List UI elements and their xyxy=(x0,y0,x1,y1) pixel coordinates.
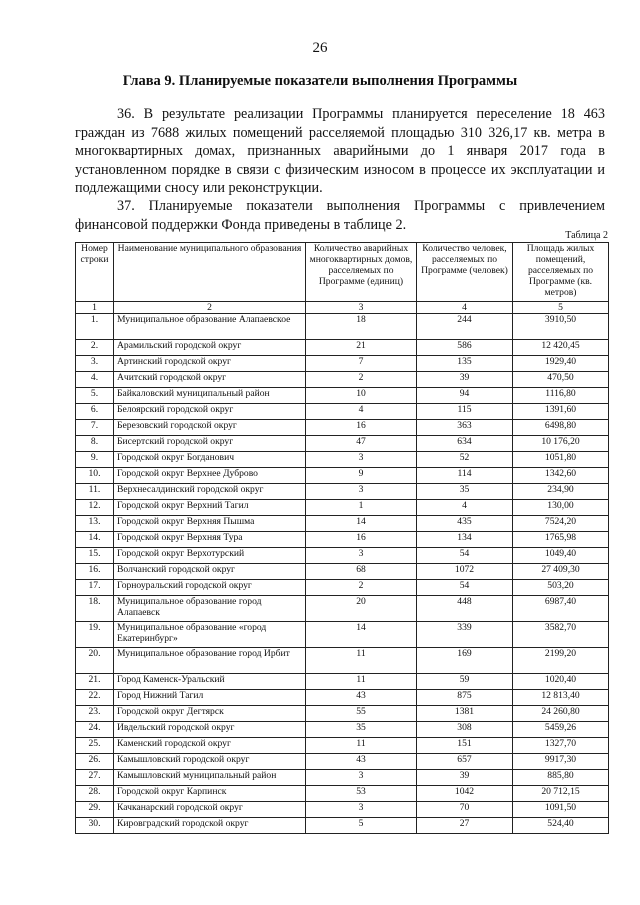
area-value: 12 813,40 xyxy=(513,690,609,706)
area-value: 470,50 xyxy=(513,372,609,388)
people-count: 244 xyxy=(417,314,513,340)
row-number: 8. xyxy=(76,436,114,452)
houses-count: 4 xyxy=(306,404,417,420)
table-row xyxy=(76,404,609,420)
area-value: 524,40 xyxy=(513,818,609,834)
area-value: 1091,50 xyxy=(513,802,609,818)
row-number: 23. xyxy=(76,706,114,722)
houses-count: 47 xyxy=(306,436,417,452)
table-row xyxy=(76,548,609,564)
paragraph-36: 36. В результате реализации Программы планируется переселение 18 463 граждан из 7688 жилых помещений расселяемой площадью 310 326,17 кв. метра в многоквартирных домах, признанных аварийными до 1 января 2017 года в установленном порядке в связи с физическим износом в процессе их эксплуатации и подлежащими сносу или реконструкции. xyxy=(75,106,605,196)
houses-count: 3 xyxy=(306,770,417,786)
area-value: 6987,40 xyxy=(513,596,609,622)
municipality-name: Муниципальное образование «город Екатеринбург» xyxy=(114,622,306,648)
table-row xyxy=(76,420,609,436)
houses-count: 43 xyxy=(306,690,417,706)
table-row xyxy=(76,564,609,580)
table-row xyxy=(76,388,609,404)
municipality-name: Каменский городской округ xyxy=(114,738,306,754)
table-row xyxy=(76,532,609,548)
table-header-row xyxy=(76,243,609,302)
municipality-name: Кировградский городской округ xyxy=(114,818,306,834)
municipality-name: Березовский городской округ xyxy=(114,420,306,436)
municipality-name: Качканарский городской округ xyxy=(114,802,306,818)
people-count: 54 xyxy=(417,580,513,596)
table-row xyxy=(76,516,609,532)
people-count: 27 xyxy=(417,818,513,834)
people-count: 363 xyxy=(417,420,513,436)
row-number: 28. xyxy=(76,786,114,802)
column-index: 4 xyxy=(417,302,513,314)
row-number: 1. xyxy=(76,314,114,340)
row-number: 13. xyxy=(76,516,114,532)
chapter-title: Глава 9. Планируемые показатели выполнения Программы xyxy=(122,73,518,89)
municipality-name: Городской округ Верхотурский xyxy=(114,548,306,564)
area-value: 1051,80 xyxy=(513,452,609,468)
municipality-name: Муниципальное образование город Ирбит xyxy=(114,648,306,674)
indicators-table xyxy=(75,242,609,834)
row-number: 26. xyxy=(76,754,114,770)
area-value: 1929,40 xyxy=(513,356,609,372)
people-count: 135 xyxy=(417,356,513,372)
people-count: 54 xyxy=(417,548,513,564)
area-value: 130,00 xyxy=(513,500,609,516)
row-number: 21. xyxy=(76,674,114,690)
municipality-name: Городской округ Карпинск xyxy=(114,786,306,802)
area-value: 12 420,45 xyxy=(513,340,609,356)
header-area: Площадь жилых помещений, расселяемых по Программе (кв. метров) xyxy=(513,243,609,302)
area-value: 1020,40 xyxy=(513,674,609,690)
table-row xyxy=(76,356,609,372)
area-value: 1116,80 xyxy=(513,388,609,404)
table-row xyxy=(76,738,609,754)
column-index: 1 xyxy=(76,302,114,314)
municipality-name: Городской округ Верхний Тагил xyxy=(114,500,306,516)
houses-count: 3 xyxy=(306,548,417,564)
people-count: 59 xyxy=(417,674,513,690)
people-count: 94 xyxy=(417,388,513,404)
people-count: 115 xyxy=(417,404,513,420)
row-number: 15. xyxy=(76,548,114,564)
people-count: 4 xyxy=(417,500,513,516)
table-row xyxy=(76,314,609,340)
table-row xyxy=(76,802,609,818)
area-value: 1765,98 xyxy=(513,532,609,548)
area-value: 503,20 xyxy=(513,580,609,596)
municipality-name: Бисертский городской округ xyxy=(114,436,306,452)
area-value: 2199,20 xyxy=(513,648,609,674)
area-value: 885,80 xyxy=(513,770,609,786)
people-count: 39 xyxy=(417,372,513,388)
row-number: 24. xyxy=(76,722,114,738)
people-count: 1072 xyxy=(417,564,513,580)
row-number: 30. xyxy=(76,818,114,834)
area-value: 9917,30 xyxy=(513,754,609,770)
houses-count: 35 xyxy=(306,722,417,738)
houses-count: 11 xyxy=(306,648,417,674)
municipality-name: Белоярский городской округ xyxy=(114,404,306,420)
houses-count: 3 xyxy=(306,802,417,818)
people-count: 52 xyxy=(417,452,513,468)
row-number: 4. xyxy=(76,372,114,388)
row-number: 9. xyxy=(76,452,114,468)
table-row xyxy=(76,722,609,738)
houses-count: 18 xyxy=(306,314,417,340)
area-value: 3910,50 xyxy=(513,314,609,340)
table-row xyxy=(76,436,609,452)
row-number: 19. xyxy=(76,622,114,648)
area-value: 1342,60 xyxy=(513,468,609,484)
houses-count: 20 xyxy=(306,596,417,622)
area-value: 6498,80 xyxy=(513,420,609,436)
people-count: 114 xyxy=(417,468,513,484)
table-row xyxy=(76,786,609,802)
row-number: 3. xyxy=(76,356,114,372)
houses-count: 5 xyxy=(306,818,417,834)
column-index-row xyxy=(76,302,609,314)
table-row xyxy=(76,500,609,516)
people-count: 875 xyxy=(417,690,513,706)
row-number: 18. xyxy=(76,596,114,622)
header-municipality: Наименование муниципального образования xyxy=(114,243,306,302)
table-row xyxy=(76,690,609,706)
houses-count: 3 xyxy=(306,452,417,468)
houses-count: 10 xyxy=(306,388,417,404)
row-number: 6. xyxy=(76,404,114,420)
row-number: 17. xyxy=(76,580,114,596)
row-number: 5. xyxy=(76,388,114,404)
area-value: 24 260,80 xyxy=(513,706,609,722)
municipality-name: Городской округ Богданович xyxy=(114,452,306,468)
area-value: 5459,26 xyxy=(513,722,609,738)
page-number: 26 xyxy=(312,40,328,56)
area-value: 20 712,15 xyxy=(513,786,609,802)
people-count: 586 xyxy=(417,340,513,356)
table-row xyxy=(76,648,609,674)
area-value: 1327,70 xyxy=(513,738,609,754)
houses-count: 9 xyxy=(306,468,417,484)
people-count: 151 xyxy=(417,738,513,754)
table-row xyxy=(76,674,609,690)
row-number: 22. xyxy=(76,690,114,706)
municipality-name: Муниципальное образование город Алапаевск xyxy=(114,596,306,622)
municipality-name: Город Нижний Тагил xyxy=(114,690,306,706)
houses-count: 16 xyxy=(306,532,417,548)
municipality-name: Городской округ Дегтярск xyxy=(114,706,306,722)
people-count: 634 xyxy=(417,436,513,452)
houses-count: 68 xyxy=(306,564,417,580)
header-people-count: Количество человек, расселяемых по Программе (человек) xyxy=(417,243,513,302)
table-row xyxy=(76,580,609,596)
people-count: 35 xyxy=(417,484,513,500)
people-count: 70 xyxy=(417,802,513,818)
municipality-name: Артинский городской округ xyxy=(114,356,306,372)
municipality-name: Камышловский муниципальный район xyxy=(114,770,306,786)
houses-count: 16 xyxy=(306,420,417,436)
municipality-name: Арамильский городской округ xyxy=(114,340,306,356)
row-number: 29. xyxy=(76,802,114,818)
houses-count: 3 xyxy=(306,484,417,500)
houses-count: 11 xyxy=(306,738,417,754)
row-number: 10. xyxy=(76,468,114,484)
table-row xyxy=(76,818,609,834)
row-number: 20. xyxy=(76,648,114,674)
area-value: 27 409,30 xyxy=(513,564,609,580)
area-value: 10 176,20 xyxy=(513,436,609,452)
area-value: 3582,70 xyxy=(513,622,609,648)
people-count: 448 xyxy=(417,596,513,622)
municipality-name: Ивдельский городской округ xyxy=(114,722,306,738)
table-row xyxy=(76,484,609,500)
people-count: 169 xyxy=(417,648,513,674)
table-row xyxy=(76,770,609,786)
row-number: 27. xyxy=(76,770,114,786)
houses-count: 1 xyxy=(306,500,417,516)
houses-count: 53 xyxy=(306,786,417,802)
houses-count: 2 xyxy=(306,580,417,596)
municipality-name: Муниципальное образование Алапаевское xyxy=(114,314,306,340)
table-row xyxy=(76,340,609,356)
people-count: 1381 xyxy=(417,706,513,722)
table-row xyxy=(76,468,609,484)
row-number: 16. xyxy=(76,564,114,580)
houses-count: 21 xyxy=(306,340,417,356)
people-count: 39 xyxy=(417,770,513,786)
houses-count: 11 xyxy=(306,674,417,690)
municipality-name: Городской округ Верхнее Дуброво xyxy=(114,468,306,484)
municipality-name: Городской округ Верхняя Тура xyxy=(114,532,306,548)
row-number: 25. xyxy=(76,738,114,754)
municipality-name: Верхнесалдинский городской округ xyxy=(114,484,306,500)
row-number: 12. xyxy=(76,500,114,516)
people-count: 308 xyxy=(417,722,513,738)
table-row xyxy=(76,452,609,468)
row-number: 7. xyxy=(76,420,114,436)
row-number: 2. xyxy=(76,340,114,356)
paragraph-37: 37. Планируемые показатели выполнения Программы с привлечением финансовой поддержки Фонда приведены в таблице 2. xyxy=(75,198,605,233)
municipality-name: Город Каменск-Уральский xyxy=(114,674,306,690)
houses-count: 14 xyxy=(306,622,417,648)
houses-count: 2 xyxy=(306,372,417,388)
people-count: 134 xyxy=(417,532,513,548)
table-row xyxy=(76,622,609,648)
area-value: 7524,20 xyxy=(513,516,609,532)
table-row xyxy=(76,754,609,770)
table-row xyxy=(76,372,609,388)
municipality-name: Волчанский городской округ xyxy=(114,564,306,580)
header-houses-count: Количество аварийных многоквартирных домов, расселяемых по Программе (единиц) xyxy=(306,243,417,302)
column-index: 5 xyxy=(513,302,609,314)
municipality-name: Горноуральский городской округ xyxy=(114,580,306,596)
municipality-name: Ачитский городской округ xyxy=(114,372,306,388)
people-count: 435 xyxy=(417,516,513,532)
houses-count: 7 xyxy=(306,356,417,372)
municipality-name: Городской округ Верхняя Пышма xyxy=(114,516,306,532)
area-value: 1391,60 xyxy=(513,404,609,420)
column-index: 3 xyxy=(306,302,417,314)
table-caption: Таблица 2 xyxy=(565,230,608,241)
column-index: 2 xyxy=(114,302,306,314)
header-row-number: Номер строки xyxy=(76,243,114,302)
table-row xyxy=(76,706,609,722)
row-number: 11. xyxy=(76,484,114,500)
municipality-name: Камышловский городской округ xyxy=(114,754,306,770)
people-count: 1042 xyxy=(417,786,513,802)
houses-count: 43 xyxy=(306,754,417,770)
area-value: 234,90 xyxy=(513,484,609,500)
table-row xyxy=(76,596,609,622)
municipality-name: Байкаловский муниципальный район xyxy=(114,388,306,404)
houses-count: 55 xyxy=(306,706,417,722)
houses-count: 14 xyxy=(306,516,417,532)
area-value: 1049,40 xyxy=(513,548,609,564)
row-number: 14. xyxy=(76,532,114,548)
people-count: 657 xyxy=(417,754,513,770)
people-count: 339 xyxy=(417,622,513,648)
